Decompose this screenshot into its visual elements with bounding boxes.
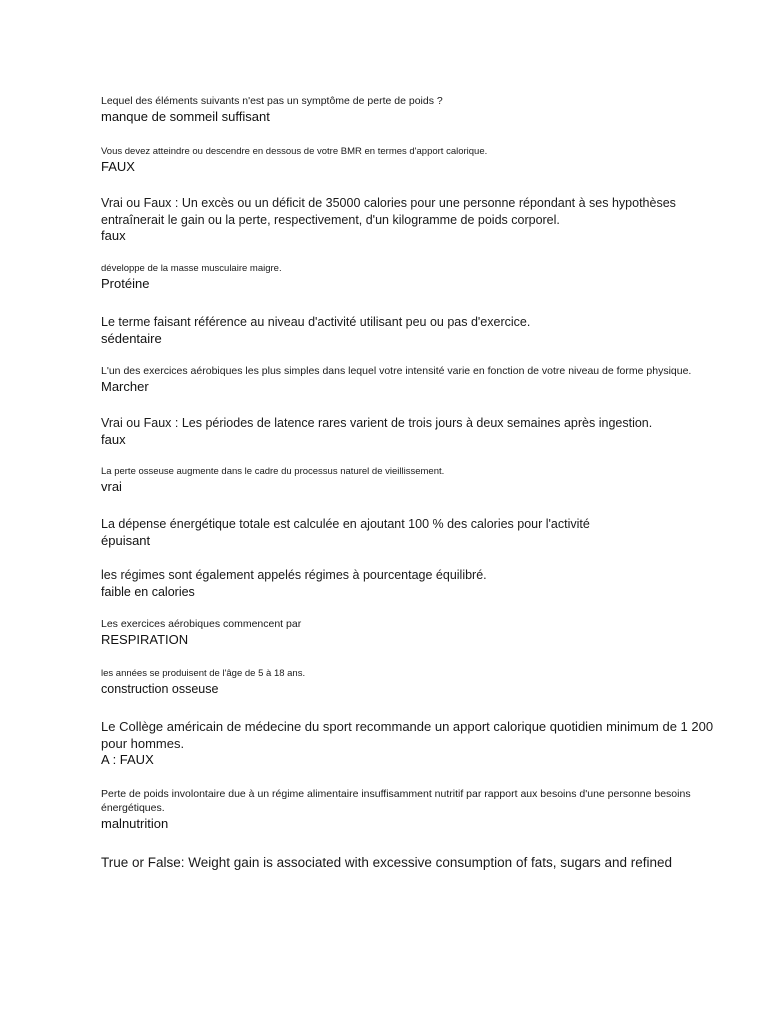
answer-text: vrai: [101, 478, 122, 494]
flashcard-14: [101, 788, 731, 833]
question-text: La dépense énergétique totale est calculée en ajoutant 100 % des calories pour l'activité: [101, 517, 590, 531]
answer-text: construction osseuse: [101, 681, 219, 696]
flashcard-7: [101, 415, 731, 448]
flashcard-10: [101, 567, 731, 600]
question-text: les années se produisent de l'âge de 5 à 18 ans.: [101, 668, 306, 679]
question-text: L'un des exercices aérobiques les plus simples dans lequel votre intensité varie en fonction de votre niveau de forme physique.: [101, 365, 692, 377]
answer-text: manque de sommeil suffisant: [101, 108, 270, 124]
question-text: Perte de poids involontaire due à un régime alimentaire insuffisamment nutritif par rapport aux besoins d'une personne besoins énergétiques.: [101, 788, 691, 814]
flashcard-1: [101, 95, 731, 126]
answer-text: faux: [101, 228, 126, 243]
answer-text: sédentaire: [101, 330, 162, 346]
flashcard-6: [101, 365, 731, 396]
answer-text: RESPIRATION: [101, 631, 189, 647]
question-text: Le Collège américain de médecine du sport recommande un apport calorique quotidien minimum de 1 200 pour hommes.: [101, 719, 714, 752]
answer-text: faible en calories: [101, 584, 195, 599]
flashcard-15: [101, 854, 731, 872]
question-text: les régimes sont également appelés régimes à pourcentage équilibré.: [101, 568, 487, 582]
question-text: Vous devez atteindre ou descendre en dessous de votre BMR en termes d'apport calorique.: [101, 146, 488, 157]
flashcard-12: [101, 668, 731, 697]
answer-text: FAUX: [101, 158, 135, 174]
flashcard-9: [101, 516, 731, 549]
question-text: développe de la masse musculaire maigre.: [101, 263, 282, 274]
flashcard-2: [101, 146, 731, 175]
question-text: Vrai ou Faux : Un excès ou un déficit de 35000 calories pour une personne répondant à ses hypothèses entraînerait le gain ou la perte, respectivement, d'un kilogramme de poids corporel.: [101, 196, 676, 227]
answer-text: A : FAUX: [101, 752, 154, 768]
question-text: True or False: Weight gain is associated with excessive consumption of fats, sugars and refined: [101, 855, 673, 870]
question-text: Le terme faisant référence au niveau d'activité utilisant peu ou pas d'exercice.: [101, 315, 531, 329]
question-text: Lequel des éléments suivants n'est pas un symptôme de perte de poids ?: [101, 95, 443, 107]
answer-text: malnutrition: [101, 815, 169, 831]
flashcard-5: [101, 314, 731, 347]
answer-text: Protéine: [101, 275, 150, 291]
flashcard-3: [101, 195, 731, 245]
question-text: Vrai ou Faux : Les périodes de latence rares varient de trois jours à deux semaines après ingestion.: [101, 416, 653, 430]
flashcard-13: [101, 718, 731, 769]
flashcard-11: [101, 618, 731, 649]
answer-text: épuisant: [101, 532, 151, 548]
flashcard-4: [101, 263, 731, 292]
answer-text: Marcher: [101, 378, 149, 394]
question-text: La perte osseuse augmente dans le cadre du processus naturel de vieillissement.: [101, 466, 445, 477]
flashcard-8: [101, 466, 731, 495]
answer-text: faux: [101, 431, 126, 447]
question-text: Les exercices aérobiques commencent par: [101, 618, 302, 630]
